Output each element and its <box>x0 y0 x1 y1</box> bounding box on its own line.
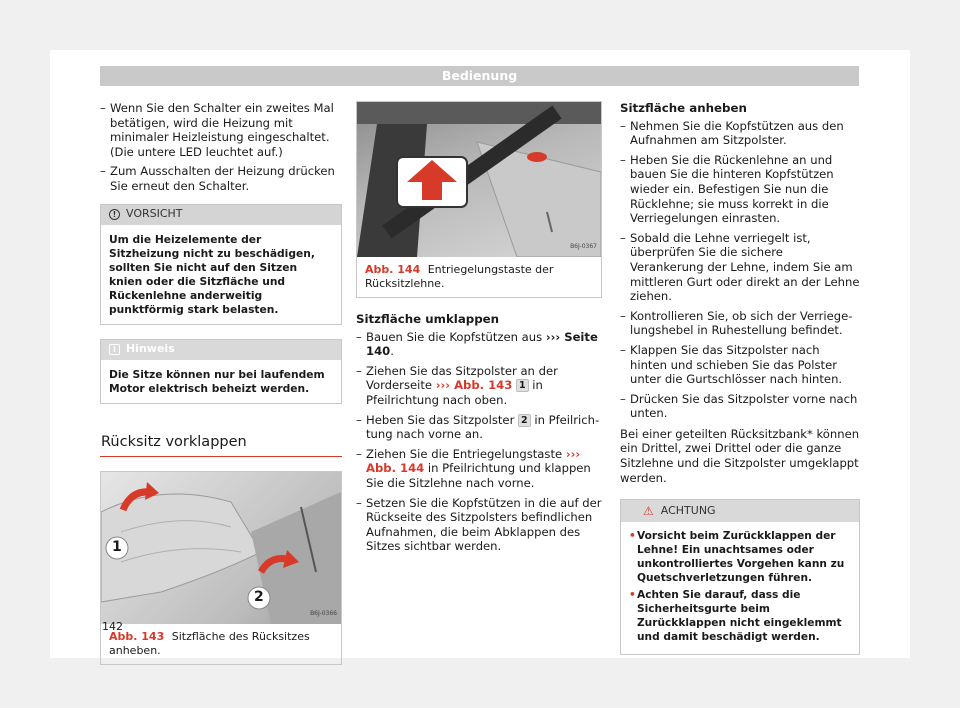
figure-reference-link[interactable]: ››› Abb. 143 <box>435 378 513 393</box>
column-2 <box>356 101 602 559</box>
callout-badge: 1 <box>516 379 529 392</box>
figure-caption: Abb. 143 Sitzfläche des Rücksitzes anheben. <box>109 629 310 657</box>
list-item: – Zum Ausschalten der Heizung drücken Sie erneut den Schalter. <box>100 164 335 193</box>
list-item: – Bauen Sie die Kopfstützen aus ››› Seite 140. <box>356 329 598 359</box>
note-box <box>100 339 342 404</box>
list-item: – Drücken Sie das Sitzpolster vorne nach unten. <box>620 391 858 421</box>
warning-label: ACHTUNG <box>660 503 716 517</box>
figure-caption: Abb. 144 Entriegelungstaste der Rücksitzlehne. <box>365 263 554 290</box>
list-item: – Heben Sie die Rückenlehne an und bauen Sie die hinteren Kopfstützen wieder ein. Befestigen Sie nun die Rücklehne; sie muss korrekt in die Verriegelungen einrasten. <box>620 152 834 226</box>
subsection-title: Sitzfläche anheben <box>620 101 747 115</box>
list-item: – Nehmen Sie die Kopfstützen aus den Aufnahmen am Sitzpolster. <box>620 118 844 148</box>
figure-number: Abb. 143 <box>109 629 165 643</box>
page-reference-link[interactable]: ››› Seite 140 <box>366 329 598 359</box>
warning-triangle-icon: ⚠ <box>643 503 654 518</box>
section-header: Bedienung <box>100 66 859 86</box>
figure-number: Abb. 144 <box>365 263 421 276</box>
seat-cushion-drawing <box>101 472 341 624</box>
caution-label: VORSICHT <box>126 207 183 221</box>
caution-icon: ! <box>109 209 120 220</box>
list-item: – Sobald die Lehne verriegelt ist, überprüfen Sie die sichere Verankerung der Lehne, indem Sie am mittleren Gurt oder direkt an der Lehne ziehen. <box>620 230 860 304</box>
subsection-title: Sitzfläche umklappen <box>356 312 500 326</box>
column-1 <box>100 101 342 665</box>
caution-text: Um die Heizelemente der Sitzheizung nicht zu beschädigen, sollten Sie nicht auf den Sitzen knien oder die Sitzfläche und Rückenlehne anderweitig punktförmig stark belasten. <box>109 232 315 316</box>
list-item: – Setzen Sie die Kopfstützen in die auf der Rückseite des Sitzpolsters befindlichen Aufnahmen, die beim Abklappen des Sitzes sichtbar werden. <box>356 495 602 554</box>
list-item: – Ziehen Sie die Entriegelungstaste ››› Abb. 144 in Pfeilrichtung und klappen Sie die Sitzlehne nach vorne. <box>356 446 591 490</box>
callout-badge: 2 <box>518 414 531 427</box>
seat-illustration <box>101 472 341 624</box>
section-title: Rücksitz vorklappen <box>100 433 342 457</box>
body-paragraph: Bei einer geteilten Rücksitzbank* können ein Drittel, zwei Drittel oder die ganze Sitzlehne und die Sitzpolster umgeklappt werden. <box>620 426 860 485</box>
warning-box <box>620 499 860 655</box>
release-button-illustration <box>357 102 601 257</box>
note-label: Hinweis <box>126 342 175 356</box>
list-item: – Klappen Sie das Sitzpolster nach hinten und schieben Sie das Polster unter die Gurtschlösser nach hinten. <box>620 342 843 387</box>
warning-item: • Vorsicht beim Zurückklappen der Lehne! Ein unachtsames oder unkontrolliertes Vorgehen kann zu Quetschverletzungen führen. <box>629 530 845 585</box>
list-item: – Kontrollieren Sie, ob sich der Verriegelungshebel in Ruhestellung befindet. <box>620 308 853 338</box>
list-item: – Ziehen Sie das Sitzpolster an der Vorderseite ››› Abb. 143 1 in Pfeilrichtung nach oben. <box>356 363 558 407</box>
figure-144 <box>356 101 602 298</box>
note-text: Die Sitze können nur bei laufendem Motor elektrisch beheizt werden. <box>109 367 325 395</box>
seatback-drawing <box>357 102 601 257</box>
figure-code: B6J-0367 <box>570 243 597 251</box>
figure-143 <box>100 471 342 665</box>
callout-1: 1 <box>112 538 122 555</box>
list-item: – Wenn Sie den Schalter ein zweites Mal betätigen, wird die Heizung mit minimaler Heizleistung eingeschaltet. (Die untere LED leuchtet auf.) <box>100 101 334 159</box>
figure-reference-link[interactable]: ››› Abb. 144 <box>366 446 581 476</box>
callout-2: 2 <box>254 588 264 605</box>
column-3 <box>620 101 860 655</box>
caution-box <box>100 204 342 325</box>
info-icon: i <box>109 344 120 355</box>
list-item: – Heben Sie das Sitzpolster 2 in Pfeilrichtung nach vorne an. <box>356 412 600 442</box>
page-number: 142 <box>102 620 123 633</box>
warning-item: • Achten Sie darauf, dass die Sicherheitsgurte beim Zurückklappen nicht eingeklemmt und damit beschädigt werden. <box>629 589 842 644</box>
figure-code: B6J-0366 <box>310 609 337 617</box>
